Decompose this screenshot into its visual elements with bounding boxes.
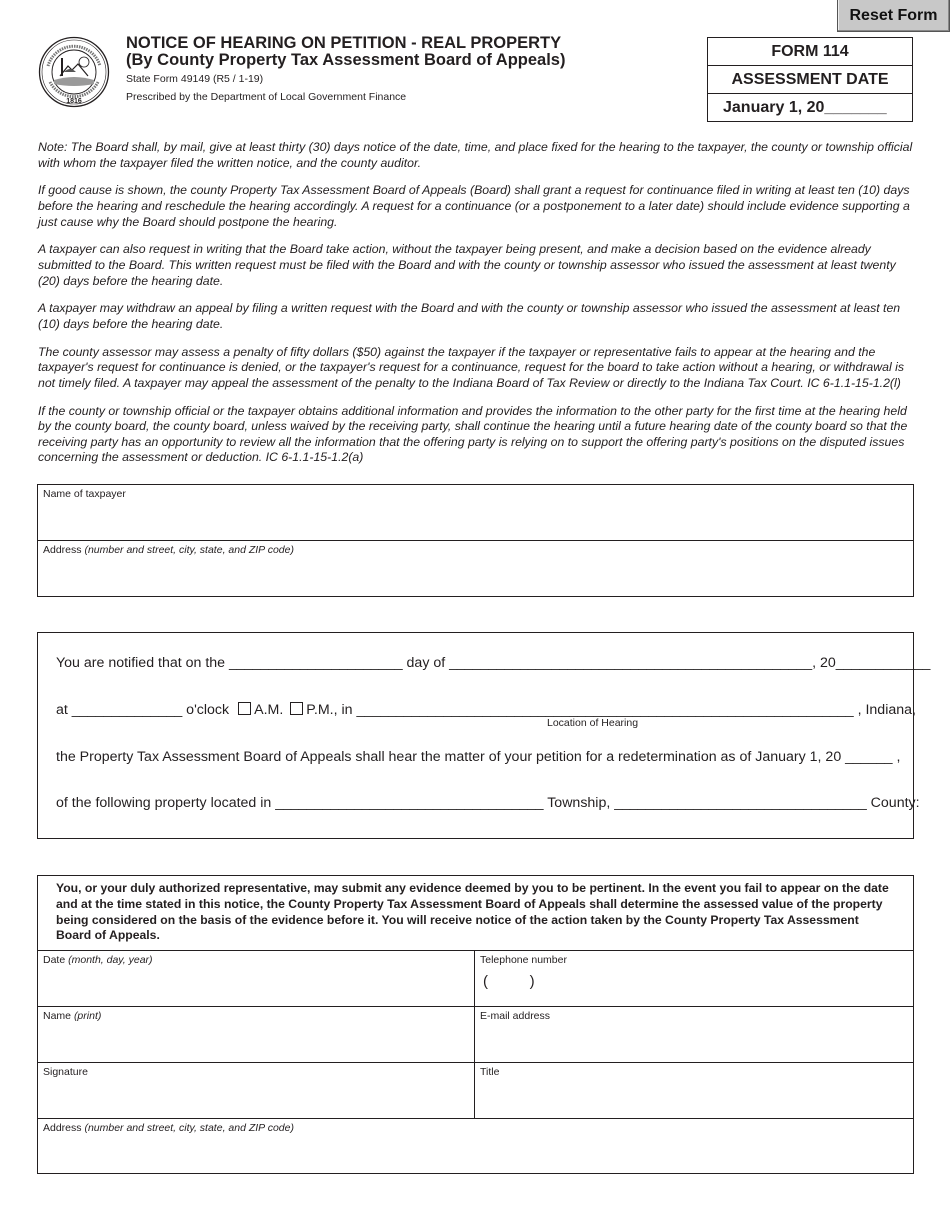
signature-field[interactable] <box>38 1063 475 1118</box>
note-paragraph: Note: The Board shall, by mail, give at least thirty (30) days notice of the date, time, and place fixed for the hearing to the taxpayer, the county or township official with whom the taxpayer filed the written notice, and the county auditor. <box>38 140 913 170</box>
taxpayer-section <box>37 484 914 597</box>
telephone-area-code: ( ) <box>483 973 535 990</box>
am-label: A.M. <box>254 702 284 718</box>
form-subtitle: (By County Property Tax Assessment Board of Appeals) <box>126 51 566 69</box>
hearing-notice-section <box>37 632 931 839</box>
pm-checkbox[interactable] <box>290 702 303 715</box>
pm-label: P.M., in <box>306 702 353 718</box>
note-paragraph: A taxpayer can also request in writing that the Board take action, without the taxpayer being present, and make a decision based on the evidence already submitted to the Board. This written request must be filed with the Board and with the county or township assessor who issued the assessment at least twenty (20) days before the hearing date. <box>38 242 896 288</box>
form-info-box <box>707 37 913 122</box>
print-name-field[interactable] <box>38 1007 475 1062</box>
date-hint: (month, day, year) <box>68 954 153 966</box>
taxpayer-address-label: Address <box>43 544 82 556</box>
note-paragraph: A taxpayer may withdraw an appeal by filing a written request with the Board and with the county or township assessor who issued the assessment at least ten (10) days before the hearing date. <box>38 301 901 331</box>
email-field[interactable] <box>475 1007 913 1062</box>
note-paragraph: The county assessor may assess a penalty of fifty dollars ($50) against the taxpayer if the taxpayer or representative fails to appear at the hearing and the taxpayer's request for continuance is denied, or the taxpayer's request for a continuance, request for the board to take action without a hearing, or withdrawal is not timely filed. A taxpayer may appeal the assessment of the penalty to the Indiana Board of Tax Review or directly to the Indiana Tax Court. IC 6-1.1-15-1.2(l) <box>38 344 904 390</box>
name-hint: (print) <box>73 1010 102 1022</box>
state-form-number: State Form 49149 (R5 / 1-19) <box>126 73 264 85</box>
notes-section <box>38 140 914 478</box>
notice-redetermination-line[interactable]: the Property Tax Assessment Board of Appeals shall hear the matter of your petition for a redetermination as of January 1, 20 ______ , <box>56 749 901 765</box>
note-paragraph: If the county or township official or the taxpayer obtains additional information and provides the information to the other party for the first time at the hearing held by the county board, the county board, unless waived by the receiving party, shall continue the hearing until a future hearing date of the county board so that the receiving party has an opportunity to review all the information that the offering party is relying on to support the offering party's positions on the disputed issues concerning the assessment or deduction. IC 6-1.1-15-1.2(a) <box>38 403 908 465</box>
representative-address-field[interactable] <box>38 1119 913 1175</box>
form-title: NOTICE OF HEARING ON PETITION - REAL PROPERTY <box>126 34 562 52</box>
assessment-date-field[interactable]: January 1, 20_______ <box>723 99 887 116</box>
taxpayer-name-field[interactable] <box>38 485 913 541</box>
prescribed-by: Prescribed by the Department of Local Government Finance <box>126 91 407 103</box>
assessment-date-label: ASSESSMENT DATE <box>708 66 912 94</box>
form-number: FORM 114 <box>708 38 912 66</box>
email-label: E-mail address <box>480 1010 551 1022</box>
name-label: Name <box>43 1010 72 1022</box>
seal-year: 1816 <box>66 98 82 105</box>
reset-form-button[interactable]: Reset Form <box>837 0 950 32</box>
title-label: Title <box>480 1066 500 1078</box>
telephone-label: Telephone number <box>480 954 567 966</box>
taxpayer-address-field[interactable] <box>38 541 913 556</box>
notice-time-text[interactable]: at ______________ o'clock <box>56 702 230 718</box>
address-label: Address <box>43 1122 82 1134</box>
title-field[interactable] <box>475 1063 913 1118</box>
evidence-section <box>37 875 914 1174</box>
note-paragraph: If good cause is shown, the county Property Tax Assessment Board of Appeals (Board) shall grant a request for continuance filed in writing at least ten (10) days before the hearing and reschedule the hearing accordingly. A request for a continuance (or a postponement to a later date) should include evidence supporting a just cause why the Board should postpone the hearing. <box>38 183 910 229</box>
signature-label: Signature <box>43 1066 88 1078</box>
notice-time-location-line <box>56 702 916 718</box>
date-label: Date <box>43 954 66 966</box>
telephone-field[interactable] <box>475 951 913 1006</box>
hearing-location-field[interactable]: _______________________________________________________________ , Indiana, <box>356 702 916 718</box>
am-checkbox[interactable] <box>238 702 251 715</box>
taxpayer-address-hint: (number and street, city, state, and ZIP code) <box>84 544 294 556</box>
notice-property-line[interactable]: of the following property located in __________________________________ Township, ________________________________ County: <box>56 795 920 811</box>
location-of-hearing-label: Location of Hearing <box>547 717 639 729</box>
notice-date-line[interactable]: You are notified that on the ______________________ day of ______________________________________________, 20____________ <box>56 655 931 671</box>
taxpayer-name-label: Name of taxpayer <box>43 488 126 500</box>
address-hint: (number and street, city, state, and ZIP code) <box>84 1122 294 1134</box>
evidence-statement: You, or your duly authorized representative, may submit any evidence deemed by you to be pertinent. In the event you fail to appear on the date and at the time stated in this notice, the County Property Tax Assessment Board of Appeals shall determine the assessed value of the property being considered on the basis of the evidence before it. You will receive notice of the action taken by the County Property Tax Assessment Board of Appeals. <box>38 876 913 951</box>
indiana-state-seal-icon <box>38 36 110 108</box>
date-field[interactable] <box>38 951 475 1006</box>
